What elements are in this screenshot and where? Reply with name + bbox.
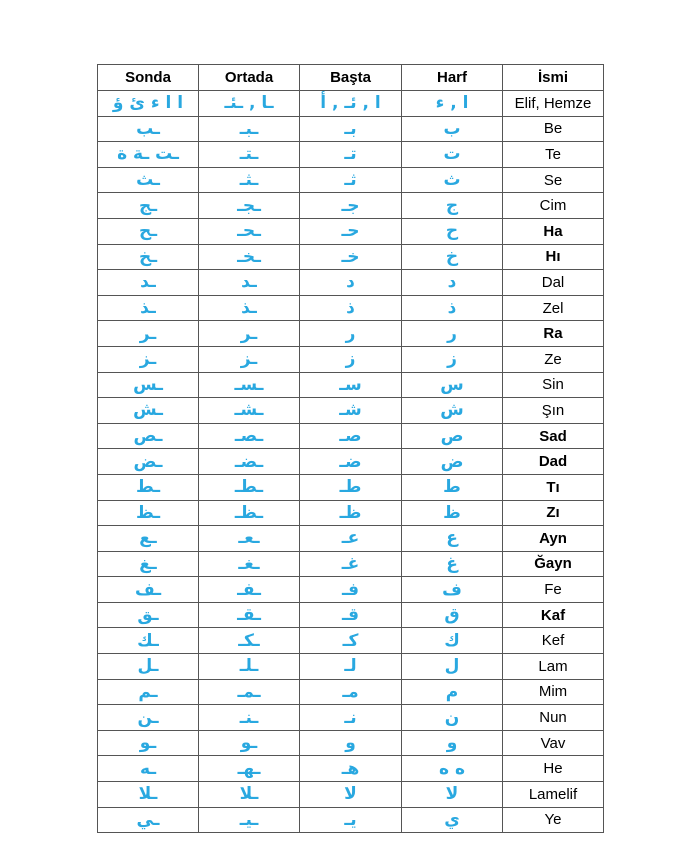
sonda-cell: ـظ xyxy=(98,500,199,526)
basta-cell: بـ xyxy=(300,116,402,142)
basta-cell: فـ xyxy=(300,577,402,603)
sonda-cell: ـد xyxy=(98,270,199,296)
sonda-cell: ـع xyxy=(98,526,199,552)
basta-cell: ز xyxy=(300,346,402,372)
ortada-cell: ـد xyxy=(199,270,300,296)
table-body xyxy=(98,91,604,833)
harf-cell: ت xyxy=(402,142,503,168)
letter-name-cell: Ze xyxy=(503,346,604,372)
letter-name-cell: Cim xyxy=(503,193,604,219)
table-row xyxy=(98,500,604,526)
letter-name-cell: Te xyxy=(503,142,604,168)
letter-name-cell: Sin xyxy=(503,372,604,398)
table-row xyxy=(98,474,604,500)
letter-name-cell: Kef xyxy=(503,628,604,654)
table-row xyxy=(98,730,604,756)
letter-name-cell: Sad xyxy=(503,423,604,449)
harf-cell: ض xyxy=(402,449,503,475)
sonda-cell: ـخ xyxy=(98,244,199,270)
sonda-cell: ـلا xyxy=(98,782,199,808)
letter-name-cell: Tı xyxy=(503,474,604,500)
ortada-cell: ـر xyxy=(199,321,300,347)
harf-cell: د xyxy=(402,270,503,296)
harf-cell: لا xyxy=(402,782,503,808)
sonda-cell: ـغ xyxy=(98,551,199,577)
harf-cell: س xyxy=(402,372,503,398)
harf-cell: و xyxy=(402,730,503,756)
table-row xyxy=(98,679,604,705)
basta-cell: ظـ xyxy=(300,500,402,526)
ortada-cell: ـو xyxy=(199,730,300,756)
sonda-cell: ـي xyxy=(98,807,199,833)
letter-name-cell: Ayn xyxy=(503,526,604,552)
basta-cell: جـ xyxy=(300,193,402,219)
basta-cell: خـ xyxy=(300,244,402,270)
ortada-cell: ـجـ xyxy=(199,193,300,219)
table-row xyxy=(98,449,604,475)
ortada-cell: ـثـ xyxy=(199,167,300,193)
basta-cell: ضـ xyxy=(300,449,402,475)
basta-cell: مـ xyxy=(300,679,402,705)
ortada-cell: ـنـ xyxy=(199,705,300,731)
table-row xyxy=(98,551,604,577)
table-row xyxy=(98,346,604,372)
table-row xyxy=(98,398,604,424)
table-row xyxy=(98,577,604,603)
ortada-cell: ـضـ xyxy=(199,449,300,475)
harf-cell: ب xyxy=(402,116,503,142)
ortada-cell: ـغـ xyxy=(199,551,300,577)
table-row xyxy=(98,295,604,321)
ortada-cell: ـحـ xyxy=(199,218,300,244)
ortada-cell: ـز xyxy=(199,346,300,372)
basta-cell: ثـ xyxy=(300,167,402,193)
basta-cell: حـ xyxy=(300,218,402,244)
basta-cell: ا , ئـ , أ xyxy=(300,91,402,117)
ortada-cell: ـبـ xyxy=(199,116,300,142)
ortada-cell: ـلا xyxy=(199,782,300,808)
table-row xyxy=(98,193,604,219)
harf-cell: ذ xyxy=(402,295,503,321)
letter-name-cell: Fe xyxy=(503,577,604,603)
harf-cell: ي xyxy=(402,807,503,833)
table-header xyxy=(98,65,604,91)
letter-name-cell: Kaf xyxy=(503,602,604,628)
sonda-cell: ـص xyxy=(98,423,199,449)
table-row xyxy=(98,116,604,142)
letter-name-cell: Ra xyxy=(503,321,604,347)
letter-name-cell: Lam xyxy=(503,654,604,680)
ortada-cell: ـذ xyxy=(199,295,300,321)
basta-cell: شـ xyxy=(300,398,402,424)
ortada-cell: ـلـ xyxy=(199,654,300,680)
ortada-cell: ـيـ xyxy=(199,807,300,833)
harf-cell: م xyxy=(402,679,503,705)
table-row xyxy=(98,91,604,117)
header-sonda: Sonda xyxy=(98,65,199,91)
harf-cell: ح xyxy=(402,218,503,244)
letter-name-cell: Lamelif xyxy=(503,782,604,808)
basta-cell: يـ xyxy=(300,807,402,833)
letter-name-cell: Mim xyxy=(503,679,604,705)
basta-cell: ر xyxy=(300,321,402,347)
header-harf: Harf xyxy=(402,65,503,91)
sonda-cell: ـم xyxy=(98,679,199,705)
harf-cell: ل xyxy=(402,654,503,680)
letter-name-cell: He xyxy=(503,756,604,782)
table-row xyxy=(98,782,604,808)
sonda-cell: ـب xyxy=(98,116,199,142)
letter-name-cell: Nun xyxy=(503,705,604,731)
basta-cell: ذ xyxy=(300,295,402,321)
sonda-cell: ـل xyxy=(98,654,199,680)
sonda-cell: ـك xyxy=(98,628,199,654)
table-row xyxy=(98,705,604,731)
letter-name-cell: Se xyxy=(503,167,604,193)
ortada-cell: ـشـ xyxy=(199,398,300,424)
harf-cell: ث xyxy=(402,167,503,193)
harf-cell: ف xyxy=(402,577,503,603)
header-ismi: İsmi xyxy=(503,65,604,91)
harf-cell: ز xyxy=(402,346,503,372)
header-row xyxy=(98,65,604,91)
basta-cell: نـ xyxy=(300,705,402,731)
sonda-cell: ـط xyxy=(98,474,199,500)
basta-cell: قـ xyxy=(300,602,402,628)
ortada-cell: ـهـ xyxy=(199,756,300,782)
harf-cell: ظ xyxy=(402,500,503,526)
basta-cell: غـ xyxy=(300,551,402,577)
ortada-cell: ـكـ xyxy=(199,628,300,654)
ortada-cell: ـتـ xyxy=(199,142,300,168)
basta-cell: سـ xyxy=(300,372,402,398)
letter-name-cell: Ha xyxy=(503,218,604,244)
alphabet-table xyxy=(97,64,604,833)
header-ortada: Ortada xyxy=(199,65,300,91)
sonda-cell: ـف xyxy=(98,577,199,603)
sonda-cell: ـز xyxy=(98,346,199,372)
table-row xyxy=(98,526,604,552)
letter-name-cell: Be xyxy=(503,116,604,142)
harf-cell: ك xyxy=(402,628,503,654)
letter-name-cell: Şın xyxy=(503,398,604,424)
table-row xyxy=(98,654,604,680)
table-row xyxy=(98,372,604,398)
ortada-cell: ـقـ xyxy=(199,602,300,628)
basta-cell: عـ xyxy=(300,526,402,552)
table-row xyxy=(98,602,604,628)
sonda-cell: ـس xyxy=(98,372,199,398)
table-row xyxy=(98,167,604,193)
header-basta: Başta xyxy=(300,65,402,91)
harf-cell: ر xyxy=(402,321,503,347)
harf-cell: ا , ء xyxy=(402,91,503,117)
basta-cell: و xyxy=(300,730,402,756)
sonda-cell: ـش xyxy=(98,398,199,424)
table-row xyxy=(98,244,604,270)
harf-cell: ع xyxy=(402,526,503,552)
ortada-cell: ـسـ xyxy=(199,372,300,398)
harf-cell: ه ه xyxy=(402,756,503,782)
sonda-cell: ـو xyxy=(98,730,199,756)
basta-cell: لـ xyxy=(300,654,402,680)
ortada-cell: ـظـ xyxy=(199,500,300,526)
basta-cell: تـ xyxy=(300,142,402,168)
ortada-cell: ـصـ xyxy=(199,423,300,449)
letter-name-cell: Ye xyxy=(503,807,604,833)
basta-cell: هـ xyxy=(300,756,402,782)
harf-cell: خ xyxy=(402,244,503,270)
sonda-cell: ـج xyxy=(98,193,199,219)
ortada-cell: ـمـ xyxy=(199,679,300,705)
harf-cell: ن xyxy=(402,705,503,731)
table-row xyxy=(98,423,604,449)
table-row xyxy=(98,142,604,168)
basta-cell: طـ xyxy=(300,474,402,500)
basta-cell: كـ xyxy=(300,628,402,654)
ortada-cell: ـطـ xyxy=(199,474,300,500)
ortada-cell: ـخـ xyxy=(199,244,300,270)
basta-cell: لا xyxy=(300,782,402,808)
sonda-cell: ـن xyxy=(98,705,199,731)
sonda-cell: ـت ـة ة xyxy=(98,142,199,168)
sonda-cell: ـح xyxy=(98,218,199,244)
letter-name-cell: Zel xyxy=(503,295,604,321)
ortada-cell: ـعـ xyxy=(199,526,300,552)
table-row xyxy=(98,756,604,782)
table-row xyxy=(98,628,604,654)
sonda-cell: ـر xyxy=(98,321,199,347)
table-row xyxy=(98,270,604,296)
table-row xyxy=(98,218,604,244)
harf-cell: غ xyxy=(402,551,503,577)
harf-cell: ج xyxy=(402,193,503,219)
basta-cell: صـ xyxy=(300,423,402,449)
basta-cell: د xyxy=(300,270,402,296)
letter-name-cell: Hı xyxy=(503,244,604,270)
sonda-cell: ـق xyxy=(98,602,199,628)
letter-name-cell: Vav xyxy=(503,730,604,756)
harf-cell: ق xyxy=(402,602,503,628)
harf-cell: ط xyxy=(402,474,503,500)
table-row xyxy=(98,321,604,347)
sonda-cell: ـه xyxy=(98,756,199,782)
harf-cell: ص xyxy=(402,423,503,449)
letter-name-cell: Dal xyxy=(503,270,604,296)
letter-name-cell: Ğayn xyxy=(503,551,604,577)
letter-name-cell: Dad xyxy=(503,449,604,475)
table-row xyxy=(98,807,604,833)
sonda-cell: ـث xyxy=(98,167,199,193)
letter-name-cell: Zı xyxy=(503,500,604,526)
ortada-cell: ـا , ـئـ xyxy=(199,91,300,117)
sonda-cell: ـض xyxy=(98,449,199,475)
harf-cell: ش xyxy=(402,398,503,424)
letter-name-cell: Elif, Hemze xyxy=(503,91,604,117)
sonda-cell: ـذ xyxy=(98,295,199,321)
ortada-cell: ـفـ xyxy=(199,577,300,603)
sonda-cell: ا ا ء ئ ؤ xyxy=(98,91,199,117)
